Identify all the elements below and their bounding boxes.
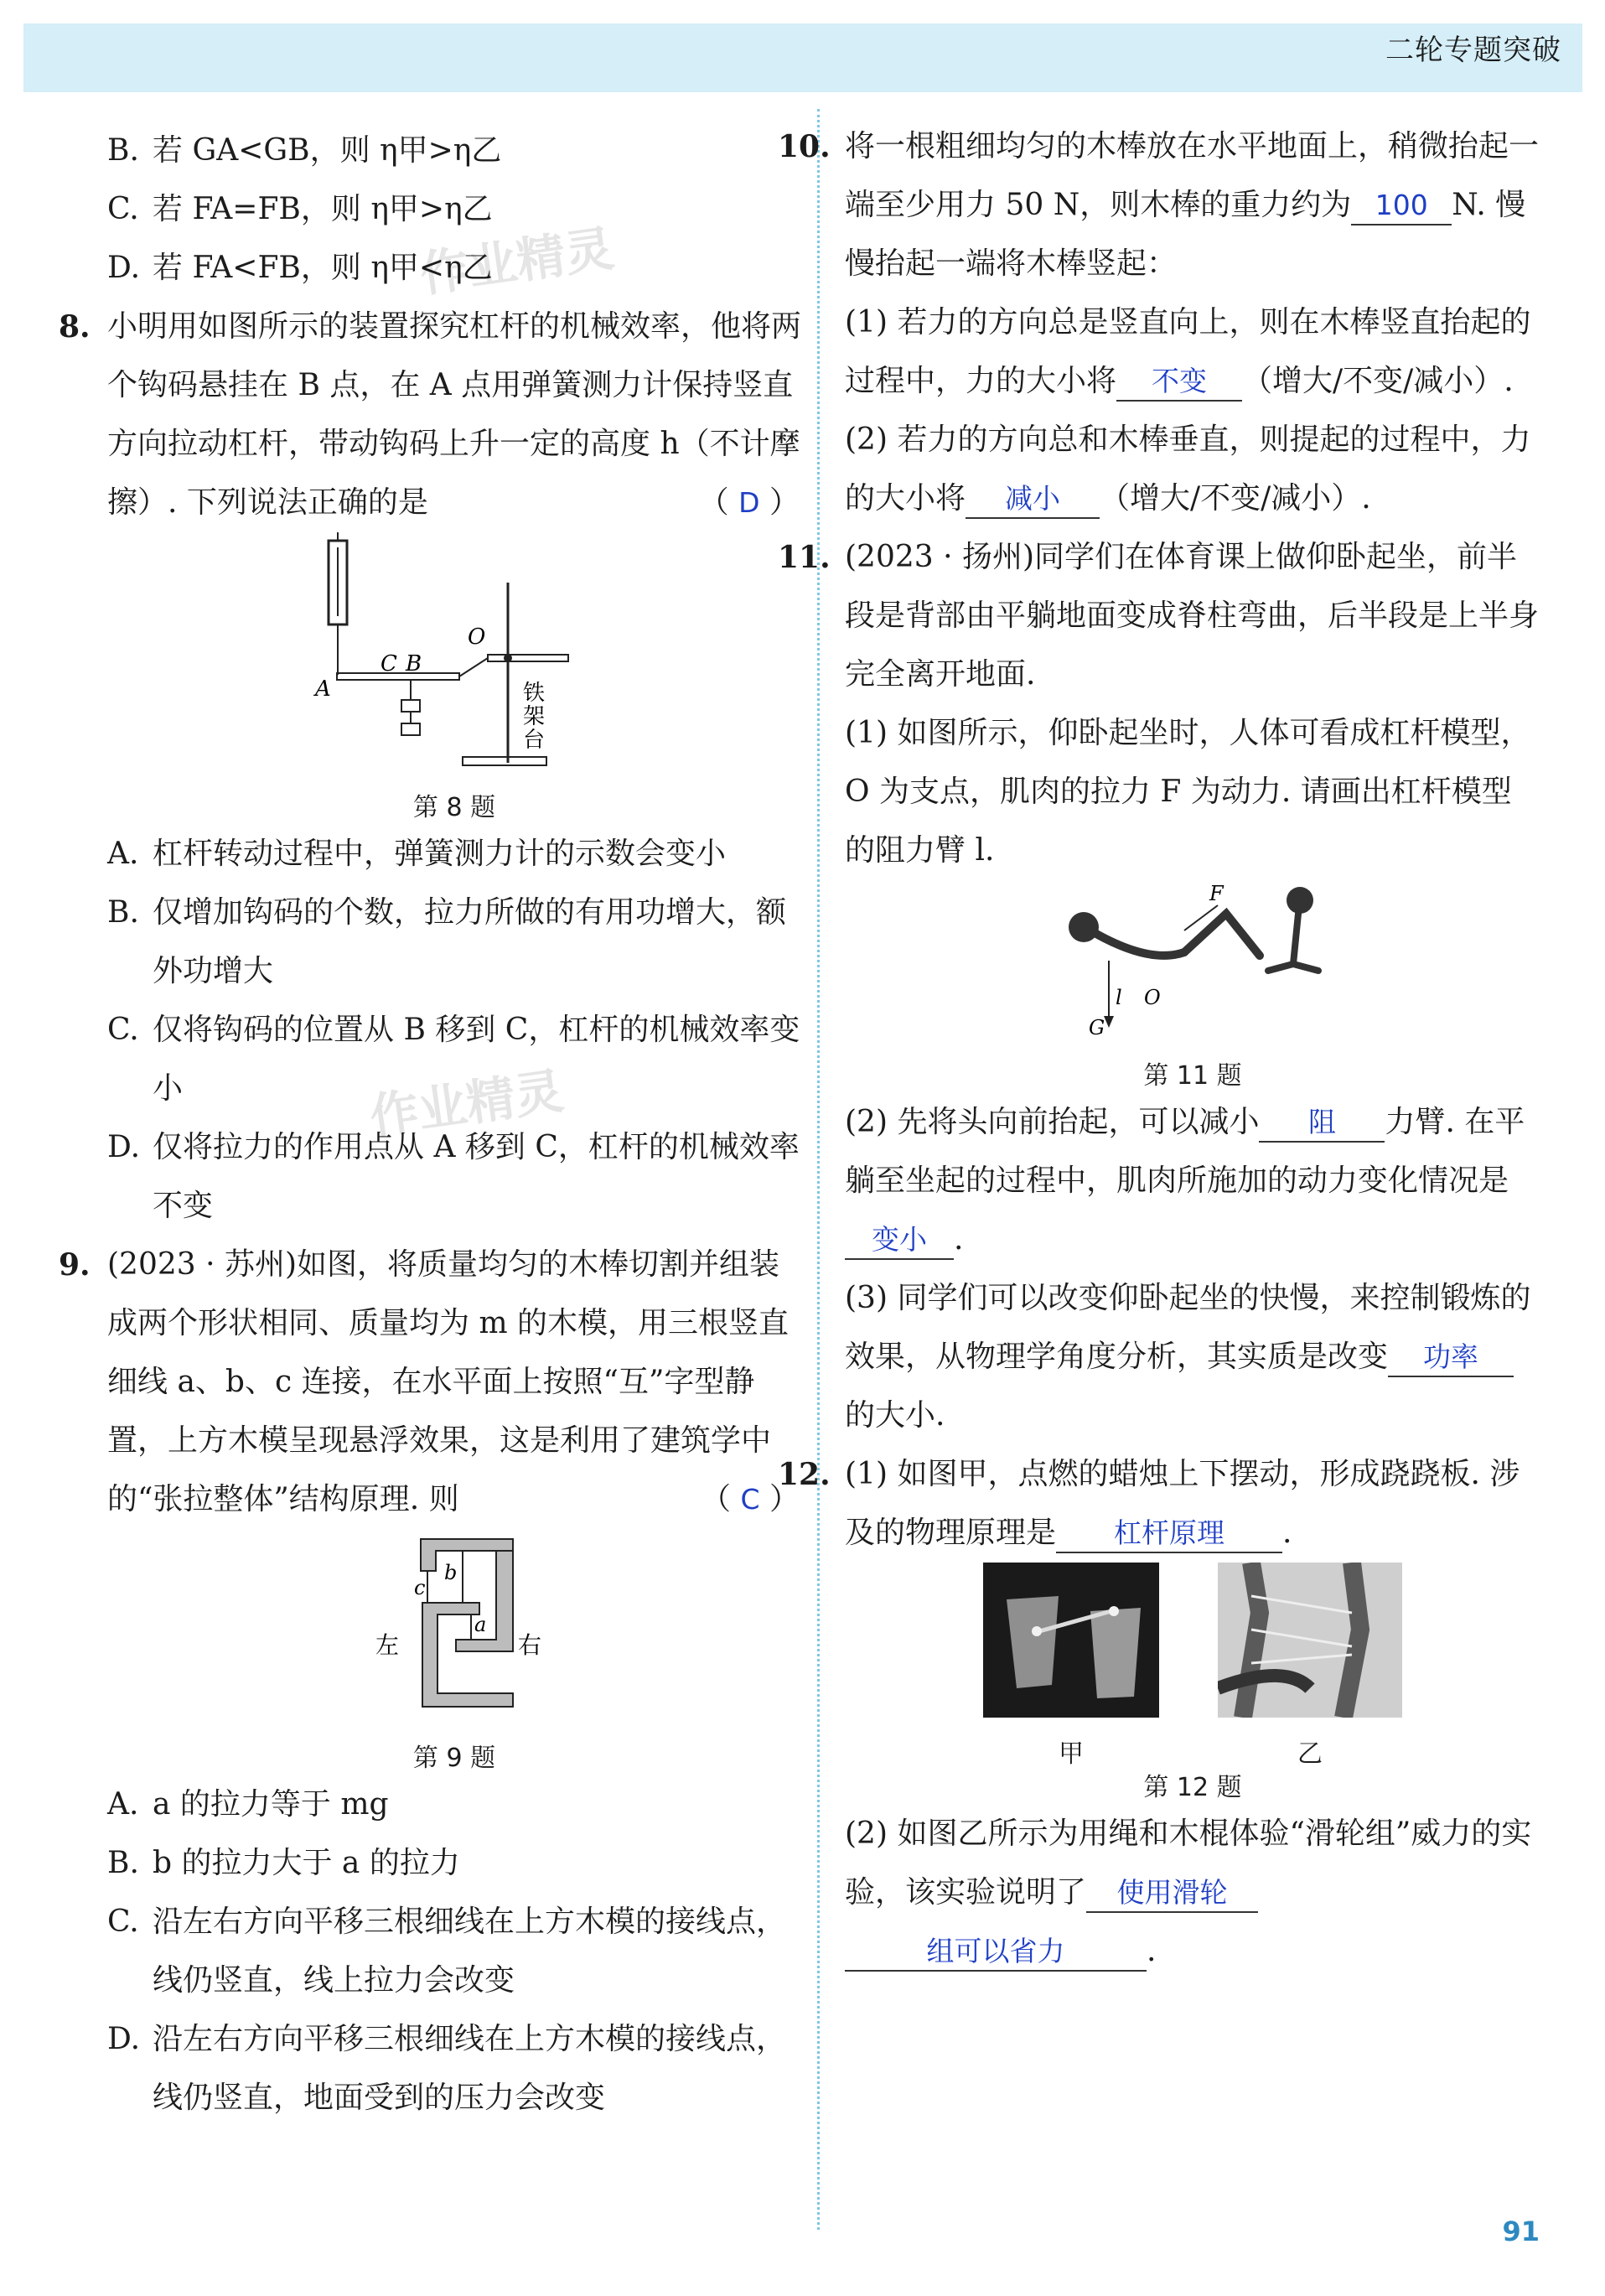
label-f: F [1209,882,1224,905]
label-o: O [1144,986,1161,1009]
q11-caption: 第 11 题 [1143,1061,1242,1091]
q9-figure [107,1529,801,1775]
q10-sub2: (2) 若力的方向总和木棒垂直，则提起的过程中，力的大小将 减小 （增大/不变/减小）. [845,411,1540,528]
q12-number: 12. [778,1457,831,1492]
q11-blank1: 阻 [1259,1104,1385,1143]
q12-stem: 12. (1) 如图甲，点燃的蜡烛上下摆动，形成跷跷板. 涉及的物理原理是 杠杆原理 . [783,1445,1540,1563]
label-left: 左 [375,1631,400,1659]
q10-stem: 10. 将一根粗细均匀的木棒放在水平地面上，稍微抬起一端至少用力 50 N，则木棒的重力约为 100 N. 慢慢抬起一端将木棒竖起： [783,117,1540,293]
q8-option-c: C. 仅将钩码的位置从 B 移到 C，杠杆的机械效率变小 [107,1013,800,1106]
q10-blank2: 减小 [966,480,1100,519]
left-column [59,122,802,2128]
head-icon [1069,912,1099,942]
label-g: G [1089,1016,1105,1039]
watermark: 作业精灵 [417,220,618,303]
q8-answer-paren: （ D ） [698,485,800,520]
q12-blank1: 杠杆原理 [1056,1515,1282,1553]
q7-option-c: C. 若 FA=FB，则 η甲>η乙 [107,192,493,226]
label-yi: 乙 [1297,1739,1323,1769]
hook-weight-1 [401,700,420,712]
q11-sub3: (3) 同学们可以改变仰卧起坐的快慢，来控制锻炼的效果，从物理学角度分析，其实质是改变 功率的大小. [845,1281,1531,1433]
q9-option-d: D. 沿左右方向平移三根细线在上方木模的接线点，线仍竖直，地面受到的压力会改变 [107,2022,787,2115]
label-b: b [444,1561,458,1584]
q11-blank3: 功率 [1388,1339,1514,1377]
q7-option-d: D. 若 FA<FB，则 η甲<η乙 [107,251,493,285]
q8-figure [107,532,801,825]
helper-head-icon [1287,887,1313,914]
header-band [23,23,1582,92]
q12-figure [845,1563,1540,1805]
tensegrity-model-diagram [362,1529,546,1722]
q8-option-d: D. 仅将拉力的作用点从 A 移到 C，杠杆的机械效率不变 [107,1130,800,1223]
lever-apparatus-diagram [303,532,605,771]
rope-pulley-photo [1218,1563,1402,1718]
label-jia: 架 [523,704,546,729]
q7-option-b: B. 若 GA<GB，则 η甲>η乙 [107,133,502,168]
q11-sub2: (2) 先将头向前抬起，可以减小 阻 力臂. 在平躺至坐起的过程中，肌肉所施加的动力变化情况是变小 . [845,1093,1540,1269]
q8-number: 8. [59,309,91,345]
hook-weight-2 [401,723,420,735]
column-divider [817,109,820,2230]
candle-seesaw-photo [983,1563,1159,1718]
q8-caption: 第 8 题 [412,793,496,822]
q8-answer: D [738,486,760,519]
iron-stand-base [463,757,546,765]
label-tie: 铁 [523,681,546,706]
q9-answer-paren: （ C ） [701,1482,800,1516]
q12-blank2b: 组可以省力 [845,1933,1147,1972]
helper-body [1268,914,1318,971]
sit-up-diagram [1050,880,1335,1039]
q12-caption: 第 12 题 [1143,1773,1242,1802]
q9-answer: C [740,1483,760,1516]
q10-number: 10. [778,129,831,164]
q12-sub2: (2) 如图乙所示为用绳和木棍体验“滑轮组”威力的实验，该实验说明了 使用滑轮 组可以省力 . [845,1805,1540,1981]
label-a: A [315,676,331,702]
q11-blank2: 变小 [845,1221,954,1260]
label-jia: 甲 [1059,1739,1084,1769]
q12-blank2a: 使用滑轮 [1086,1874,1258,1913]
right-column [778,117,1540,1981]
label-right: 右 [518,1631,542,1659]
q10-blank1: 不变 [1116,363,1242,402]
watermark: 作业精灵 [366,1062,567,1146]
q9-stem: 9. (2023 · 苏州)如图，将质量均匀的木棒切割并组装成两个形状相同、质量均为 m 的木模，用三根竖直细线 a、b、c 连接，在水平面上按照“互”字型静置，上方木模呈现悬浮效果，这是利用了建筑学中的“张拉整体”结构原理. 则 （ C ） [62,1236,801,1529]
q11-stem: 11. (2023 · 扬州)同学们在体育课上做仰卧起坐，前半段是背部由平躺地面变成脊柱弯曲，后半段是上半身完全离开地面. [783,528,1540,704]
q8-option-b: B. 仅增加钩码的个数，拉力所做的有用功增大，额外功增大 [107,895,787,988]
q11-number: 11. [778,540,831,575]
label-tai: 台 [523,728,546,753]
q8-option-a: A. 杠杆转动过程中，弹簧测力计的示数会变小 [107,837,727,871]
q8-stem: 8. 小明用如图所示的装置探究杠杆的机械效率，他将两个钩码悬挂在 B 点，在 A 点用弹簧测力计保持竖直方向拉动杠杆，带动钩码上升一定的高度 h（不计摩擦）. 下列说法正确的是 （ D ） [62,298,801,532]
body-lever [1096,914,1260,956]
q10-sub1: (1) 若力的方向总是竖直向上，则在木棒竖直抬起的过程中，力的大小将 不变 （增大/不变/减小）. [845,293,1540,411]
q11-figure [845,880,1540,1093]
label-l: l [1116,986,1122,1009]
q10-blank0: 100 [1351,187,1452,225]
header-title: 二轮专题突破 [1385,34,1561,67]
label-b: B [406,651,422,676]
q9-option-c: C. 沿左右方向平移三根细线在上方木模的接线点，线仍竖直，线上拉力会改变 [107,1905,787,1998]
label-c: C [381,651,397,676]
q9-option-a: A. a 的拉力等于 mg [107,1787,389,1822]
q9-number: 9. [59,1247,91,1283]
upper-wood-model [456,1551,513,1651]
label-a: a [474,1613,487,1636]
q9-option-b: B. b 的拉力大于 a 的拉力 [107,1846,460,1880]
q9-caption: 第 9 题 [412,1744,496,1773]
label-o: O [468,625,486,650]
page-number: 91 [1502,2216,1540,2247]
lever-bar [337,673,459,680]
q11-sub1: (1) 如图所示，仰卧起坐时，人体可看成杠杆模型，O 为支点，肌肉的拉力 F 为动力. 请画出杠杆模型的阻力臂 l. [845,716,1531,868]
label-c: c [414,1576,426,1599]
